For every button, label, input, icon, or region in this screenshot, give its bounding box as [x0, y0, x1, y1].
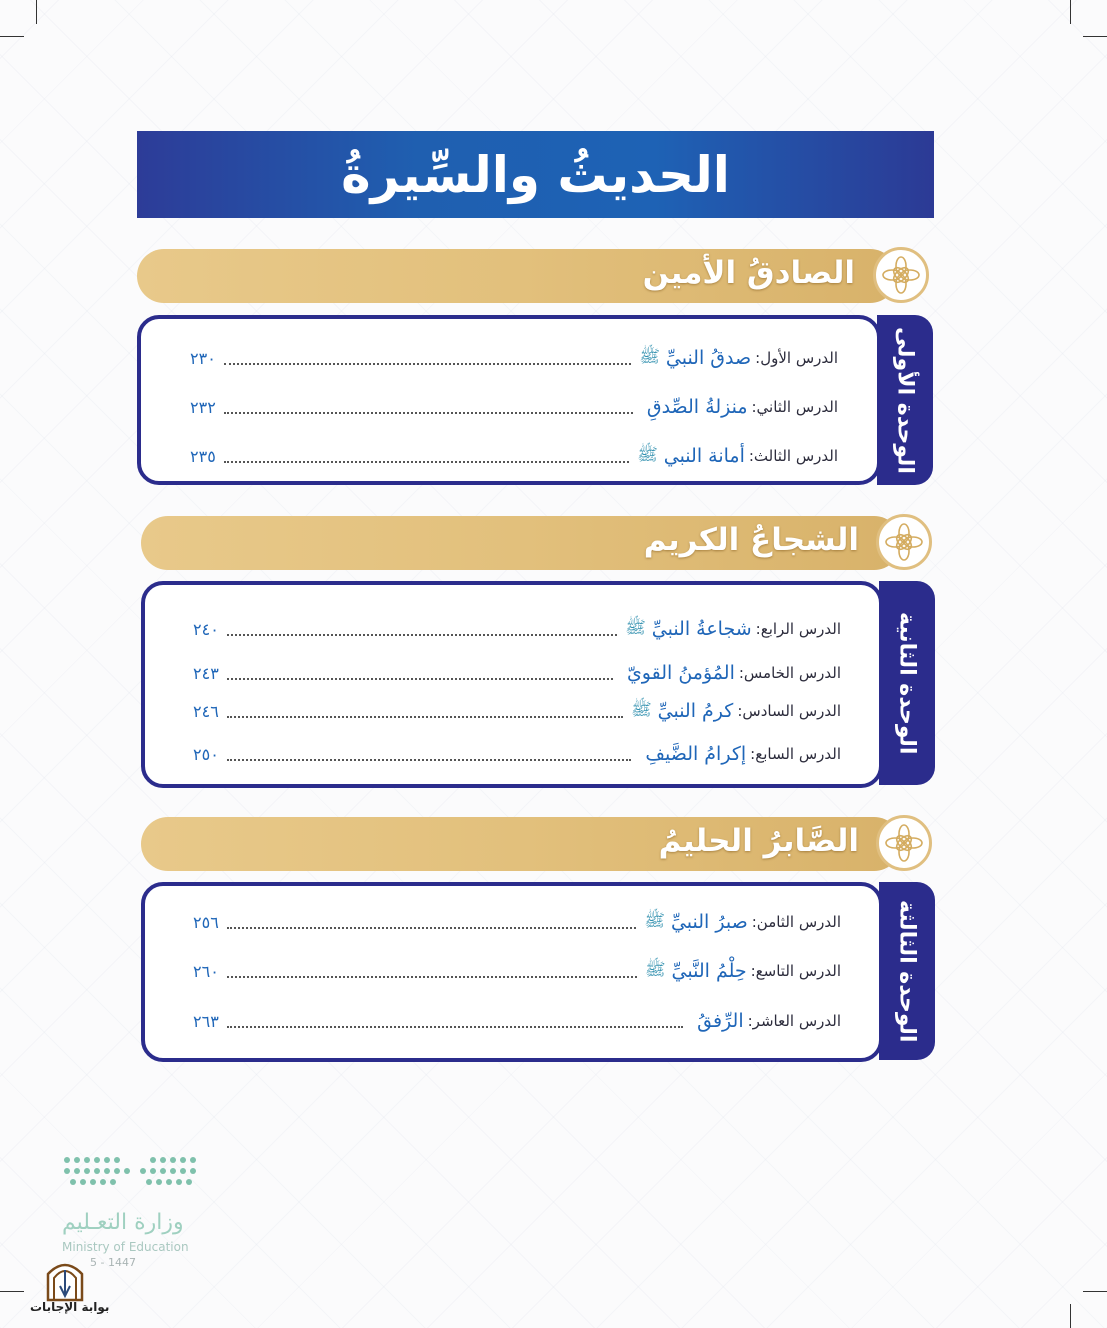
leader-dots [227, 716, 623, 718]
lesson-row[interactable] [193, 907, 841, 937]
ministry-name-en: Ministry of Education [62, 1240, 189, 1254]
page-number: ٢٤٣ [193, 663, 219, 683]
lesson-row[interactable] [193, 658, 841, 688]
lesson-number: الدرس الخامس: [738, 664, 841, 682]
logo-dots [70, 1179, 116, 1185]
logo-dots [140, 1168, 196, 1174]
unit-1-tab [877, 315, 933, 485]
lesson-number: الدرس الثامن: [751, 913, 841, 931]
lesson-number: الدرس الثالث: [748, 447, 838, 465]
crop-mark [0, 36, 24, 37]
unit-2-tab-label: الوحدة الثانية [894, 611, 920, 755]
unit-2-title: الشجاعُ الكريم [643, 522, 859, 558]
leader-dots [227, 1026, 683, 1028]
page-number: ٢٣٢ [190, 397, 216, 417]
crop-mark [36, 0, 37, 24]
pbuh-glyph: ﷺ [625, 617, 646, 638]
edition-year: 5 - 1447 [90, 1256, 136, 1269]
pbuh-glyph: ﷺ [631, 699, 652, 720]
lesson-number: الدرس العاشر: [747, 1012, 841, 1030]
lesson-number: الدرس الأول: [755, 349, 838, 367]
lesson-row[interactable] [193, 1006, 841, 1036]
crop-mark [1070, 1304, 1071, 1328]
unit-2-header [141, 516, 901, 570]
rosette-icon [873, 247, 929, 303]
lesson-title: الرِّفقُ [697, 1010, 744, 1032]
unit-3-tab [879, 882, 935, 1060]
crop-mark [1083, 1291, 1107, 1292]
lesson-title: إكرامُ الضَّيفِ [645, 743, 747, 765]
unit-3-title: الصَّابرُ الحليمُ [658, 823, 859, 859]
unit-1-title: الصادقُ الأمين [642, 255, 855, 291]
logo-dots [64, 1168, 130, 1174]
lesson-number: الدرس السادس: [737, 702, 841, 720]
unit-1-header [137, 249, 897, 303]
page-number: ٢٦٣ [193, 1011, 219, 1031]
pbuh-glyph: ﷺ [644, 910, 665, 931]
leader-dots [227, 927, 637, 929]
logo-dots [150, 1157, 196, 1163]
leader-dots [224, 412, 633, 414]
rosette-icon [876, 514, 932, 570]
title-banner [137, 131, 934, 218]
lesson-row[interactable] [190, 343, 838, 373]
page-number: ٢٤٠ [193, 619, 219, 639]
lesson-number: الدرس الرابع: [755, 620, 841, 638]
page-number: ٢٦٠ [193, 961, 219, 981]
page-number: ٢٥٠ [193, 744, 219, 764]
unit-2-tab [879, 581, 935, 785]
pbuh-glyph: ﷺ [637, 444, 658, 465]
leader-dots [227, 634, 617, 636]
lesson-title: كرمُ النبيِّ [657, 700, 734, 722]
lesson-title: صدقُ النبيِّ [665, 347, 752, 369]
portal-logo-icon[interactable] [42, 1256, 88, 1302]
unit-3-tab-label: الوحدة الثالثة [894, 899, 920, 1043]
page-number: ٢٤٦ [193, 701, 219, 721]
leader-dots [227, 759, 632, 761]
lesson-row[interactable] [193, 696, 841, 726]
page-number: ٢٣٠ [190, 348, 216, 368]
ministry-name-ar: وزارة التعـليم [62, 1210, 184, 1235]
leader-dots [224, 461, 629, 463]
unit-1-tab-label: الوحدة الأولى [892, 326, 918, 474]
crop-mark [1083, 36, 1107, 37]
leader-dots [227, 976, 637, 978]
crop-mark [0, 1291, 24, 1292]
lesson-row[interactable] [190, 441, 838, 471]
lesson-row[interactable] [193, 956, 841, 986]
lesson-row[interactable] [190, 392, 838, 422]
lesson-title: المُؤمنُ القويّ [626, 662, 735, 684]
page-number: ٢٣٥ [190, 446, 216, 466]
rosette-icon [876, 815, 932, 871]
lesson-title: صبرُ النبيِّ [670, 911, 748, 933]
lesson-title: حِلْمُ النَّبيِّ [671, 960, 747, 982]
lesson-title: أمانة النبي [663, 445, 745, 467]
lesson-title: شجاعةُ النبيِّ [651, 618, 752, 640]
lesson-number: الدرس التاسع: [750, 962, 841, 980]
pbuh-glyph: ﷺ [644, 959, 666, 980]
pbuh-glyph: ﷺ [639, 346, 660, 367]
logo-dots [64, 1157, 120, 1163]
leader-dots [224, 363, 632, 365]
lesson-row[interactable] [193, 614, 841, 644]
unit-3-header [141, 817, 901, 871]
logo-dots [146, 1179, 192, 1185]
page-title: الحديثُ والسِّيرةُ [341, 145, 730, 204]
portal-label[interactable]: بوابة الإجابات [30, 1300, 110, 1314]
lesson-title: منزلةُ الصِّدقِ [646, 396, 748, 418]
page-number: ٢٥٦ [193, 912, 219, 932]
crop-mark [1070, 0, 1071, 24]
lesson-number: الدرس السابع: [750, 745, 841, 763]
lesson-row[interactable] [193, 739, 841, 769]
lesson-number: الدرس الثاني: [751, 398, 838, 416]
leader-dots [227, 678, 613, 680]
